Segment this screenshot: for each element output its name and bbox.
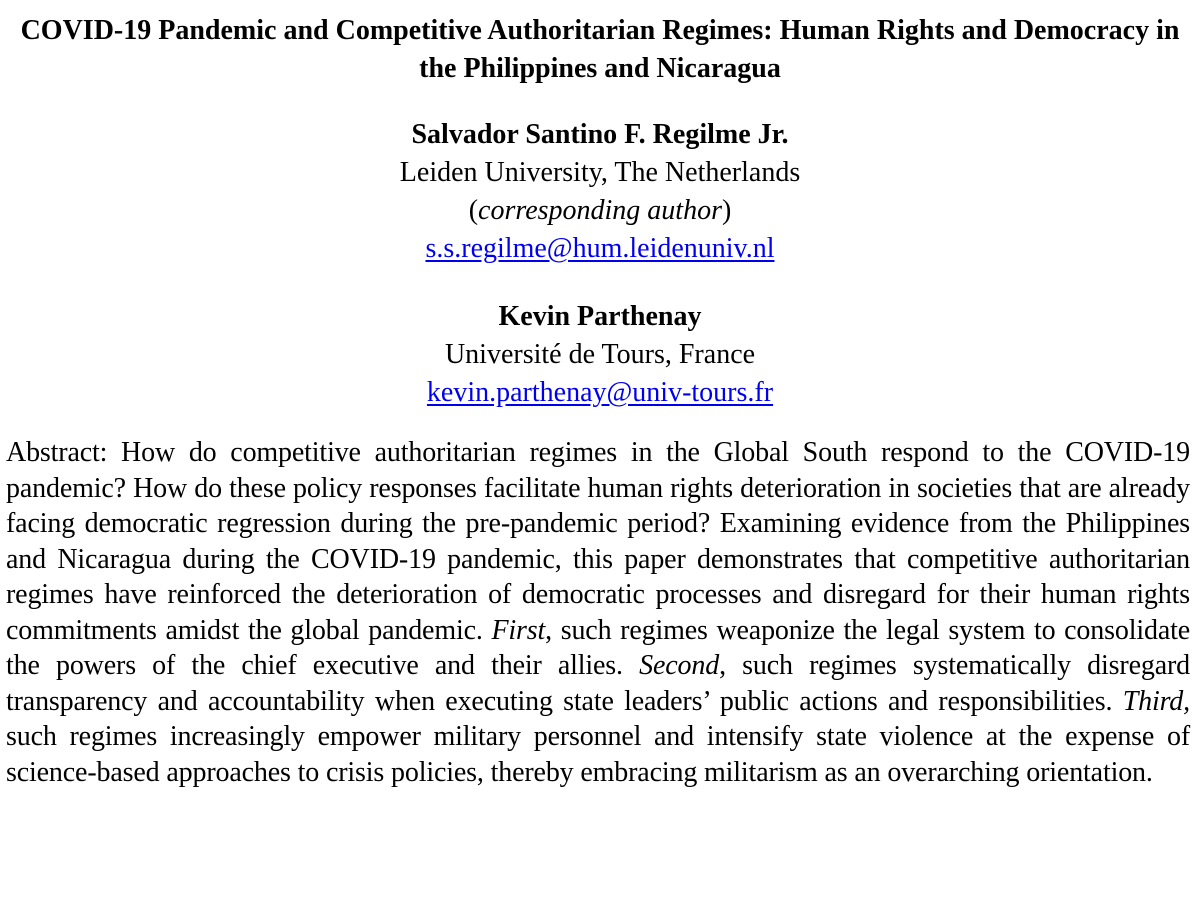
author-affiliation: Université de Tours, France (444, 339, 756, 370)
role-label: corresponding author (478, 195, 722, 226)
abstract-first-text: , such regimes weaponize the legal system to consolidate the powers of the chief executive and their allies. (6, 614, 1190, 681)
role-close-paren: ) (721, 195, 732, 226)
abstract (6, 435, 1190, 790)
abstract-second-text: , such regimes systematically disregard transparency and accountability when executing state leaders’ public actions and responsibilities. (6, 650, 1191, 717)
abstract-intro: Abstract: How do competitive authoritarian regimes in the Global South respond to the COVID-19 pandemic? How do these policy responses facilitate human rights deterioration in societies that are already facing democratic regression during the pre-pandemic period? Examining evidence from the Philippines and Nicaragua during the COVID-19 pandemic, this paper demonstrates that competitive authoritarian regimes have reinforced the deterioration of democratic processes and disregard for their human rights commitments amidst the global pandemic. (6, 437, 1190, 646)
author-role (0, 192, 1200, 230)
abstract-second-label: Second (639, 650, 720, 681)
abstract-first-label: First (491, 614, 546, 646)
author-name: Kevin Parthenay (498, 301, 702, 332)
author-block-1 (0, 116, 1200, 268)
author-email-link[interactable]: kevin.parthenay@univ-tours.fr (426, 377, 774, 408)
author-affiliation: Leiden University, The Netherlands (399, 157, 801, 188)
author-email-link[interactable]: s.s.regilme@hum.leidenuniv.nl (425, 233, 775, 264)
author-name: Salvador Santino F. Regilme Jr. (411, 119, 789, 150)
paper-title: COVID-19 Pandemic and Competitive Authoritarian Regimes: Human Rights and Democracy in the Philippines and Nicaragua (20, 15, 1180, 84)
role-open-paren: ( (468, 195, 479, 226)
abstract-third-label: Third, (1122, 685, 1190, 717)
abstract-third-text: such regimes increasingly empower military personnel and intensify state violence at the expense of science-based approaches to crisis policies, thereby embracing militarism as an overarching orientation. (6, 721, 1190, 788)
author-block-2 (0, 298, 1200, 412)
